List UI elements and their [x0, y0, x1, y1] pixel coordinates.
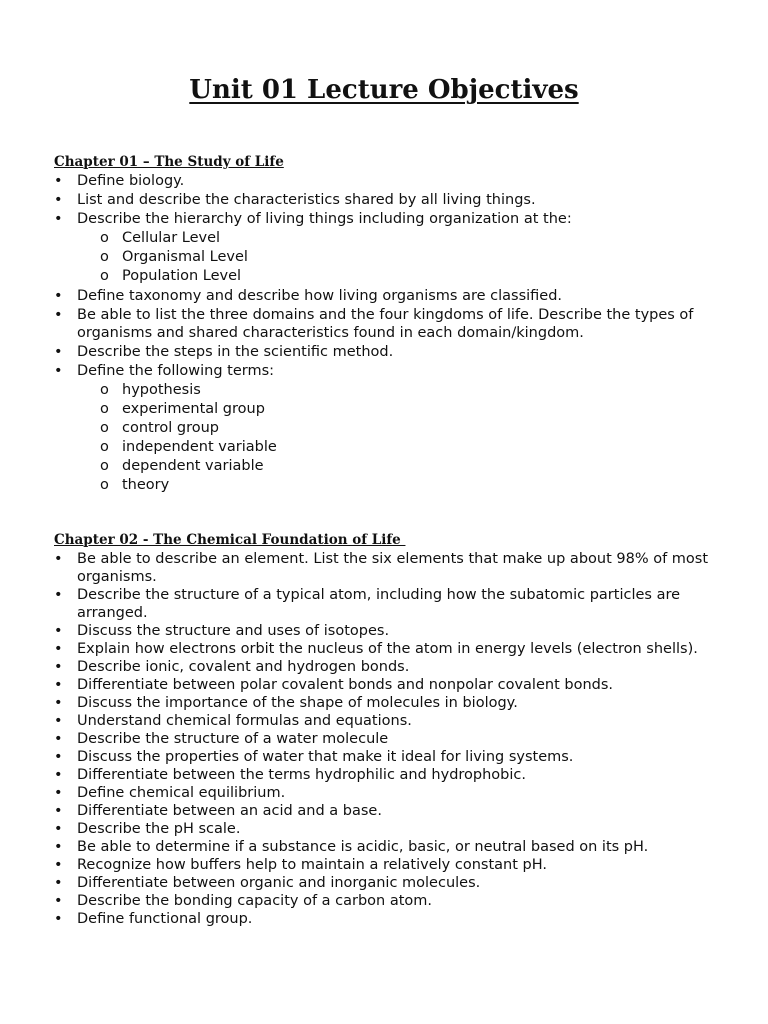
- objective-item: • Describe the hierarchy of living things including organization at the:: [54, 210, 724, 228]
- objective-item: • Describe the steps in the scientific method.: [54, 343, 724, 361]
- objective-item: • Be able to list the three domains and the four kingdoms of life. Describe the types of organisms and shared characteristics found in each domain/kingdom.: [54, 306, 724, 342]
- hierarchy-level-item: o Cellular Level: [54, 229, 724, 247]
- objective-item-with-sublist: [54, 210, 724, 285]
- objective-item: • Describe the bonding capacity of a carbon atom.: [54, 892, 724, 910]
- objective-item: • Describe the pH scale.: [54, 820, 724, 838]
- hierarchy-level-item: o Population Level: [54, 267, 724, 285]
- objective-item: • Differentiate between organic and inorganic molecules.: [54, 874, 724, 892]
- term-item: o experimental group: [54, 400, 724, 418]
- objective-item: • Discuss the properties of water that make it ideal for living systems.: [54, 748, 724, 766]
- hierarchy-levels-list: [54, 229, 724, 285]
- objective-item: • Differentiate between an acid and a base.: [54, 802, 724, 820]
- objective-item: • Be able to determine if a substance is acidic, basic, or neutral based on its pH.: [54, 838, 724, 856]
- objective-item-with-sublist: [54, 362, 724, 494]
- objective-item: • Be able to describe an element. List the six elements that make up about 98% of most organisms.: [54, 550, 724, 586]
- objective-item: • Differentiate between polar covalent bonds and nonpolar covalent bonds.: [54, 676, 724, 694]
- chapter-02-objectives: [54, 550, 724, 928]
- objective-item: • Recognize how buffers help to maintain a relatively constant pH.: [54, 856, 724, 874]
- objective-item: • Define biology.: [54, 172, 724, 190]
- objective-item: • Define functional group.: [54, 910, 724, 928]
- objective-item: • List and describe the characteristics shared by all living things.: [54, 191, 724, 209]
- objective-item: • Differentiate between the terms hydrophilic and hydrophobic.: [54, 766, 724, 784]
- objective-item: • Discuss the structure and uses of isotopes.: [54, 622, 724, 640]
- hierarchy-level-item: o Organismal Level: [54, 248, 724, 266]
- chapter-02-section: [54, 530, 724, 928]
- term-item: o control group: [54, 419, 724, 437]
- objective-item: • Define chemical equilibrium.: [54, 784, 724, 802]
- objective-item: • Define taxonomy and describe how living organisms are classified.: [54, 287, 724, 305]
- term-item: o theory: [54, 476, 724, 494]
- term-item: o hypothesis: [54, 381, 724, 399]
- term-item: o dependent variable: [54, 457, 724, 475]
- objective-item: • Describe the structure of a water molecule: [54, 730, 724, 748]
- objective-item: • Describe the structure of a typical atom, including how the subatomic particles are arranged.: [54, 586, 724, 622]
- objective-item: • Describe ionic, covalent and hydrogen bonds.: [54, 658, 724, 676]
- objective-item: • Discuss the importance of the shape of molecules in biology.: [54, 694, 724, 712]
- chapter-01-section: [54, 152, 724, 496]
- chapter-01-objectives: [54, 172, 724, 494]
- chapter-01-heading: Chapter 01 – The Study of Life: [54, 154, 284, 170]
- objective-item: • Explain how electrons orbit the nucleus of the atom in energy levels (electron shells).: [54, 640, 724, 658]
- term-item: o independent variable: [54, 438, 724, 456]
- document-title: Unit 01 Lecture Objectives: [189, 75, 579, 105]
- terms-list: [54, 381, 724, 494]
- objective-item: • Understand chemical formulas and equations.: [54, 712, 724, 730]
- objective-item: • Define the following terms:: [54, 362, 724, 380]
- chapter-02-heading: Chapter 02 - The Chemical Foundation of Life: [54, 532, 406, 548]
